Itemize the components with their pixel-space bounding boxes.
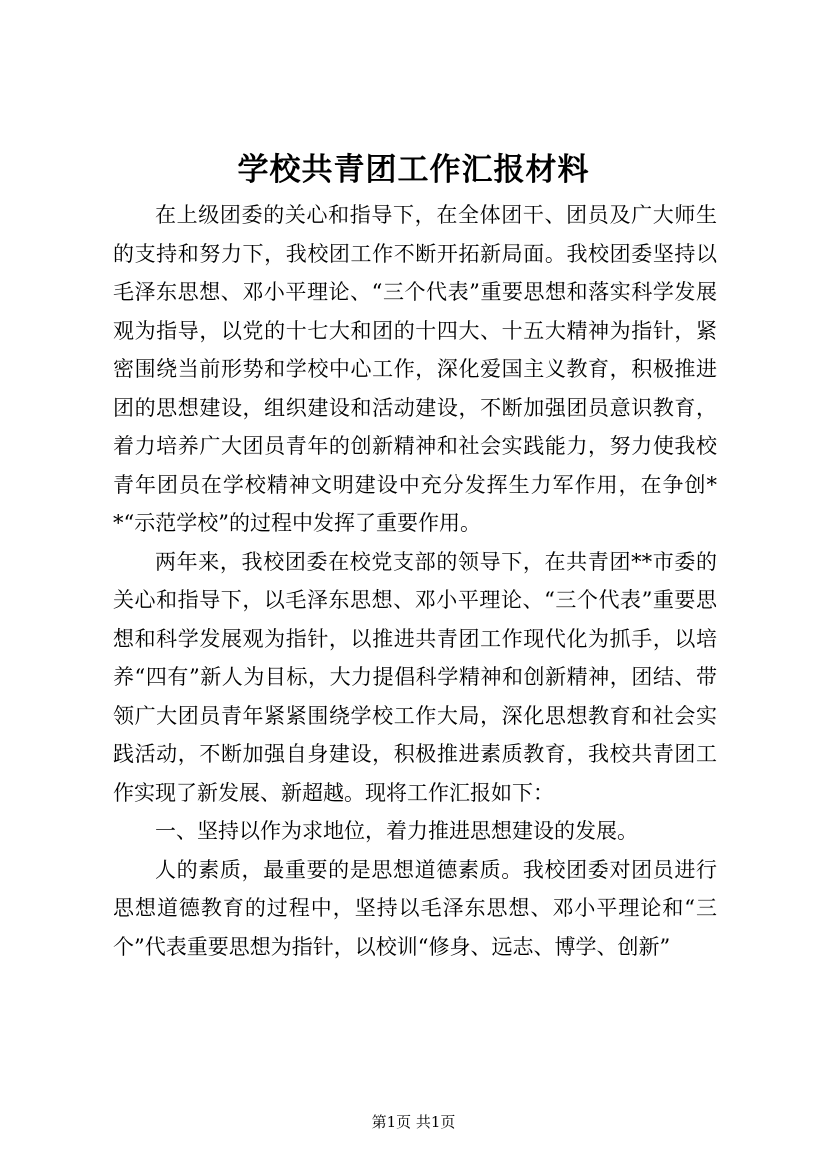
- paragraph-3: 人的素质，最重要的是思想道德素质。我校团委对团员进行思想道德教育的过程中，坚持以毛泽东思想、邓小平理论和“三个”代表重要思想为指针，以校训“修身、远志、博学、创新”: [113, 857, 717, 959]
- paragraph-1: 在上级团委的关心和指导下，在全体团干、团员及广大师生的支持和努力下，我校团工作不断开拓新局面。我校团委坚持以毛泽东思想、邓小平理论、“三个代表”重要思想和落实科学发展观为指导，以党的十七大和团的十四大、十五大精神为指针，紧密围绕当前形势和学校中心工作，深化爱国主义教育，积极推进团的思想建设，组织建设和活动建设，不断加强团员意识教育，着力培养广大团员青年的创新精神和社会实践能力，努力使我校青年团员在学校精神文明建设中充分发挥生力军作用，在争创**“示范学校”的过程中发挥了重要作用。: [113, 203, 717, 535]
- section-heading-1: 一、坚持以作为求地位，着力推进思想建设的发展。: [155, 819, 638, 843]
- page-footer: 第1页 共1页: [371, 1113, 456, 1131]
- document-body: [113, 196, 717, 966]
- paragraph-2: 两年来，我校团委在校党支部的领导下，在共青团**市委的关心和指导下，以毛泽东思想、邓小平理论、“三个代表”重要思想和科学发展观为指针，以推进共青团工作现代化为抓手，以培养“四有”新人为目标，大力提倡科学精神和创新精神，团结、带领广大团员青年紧紧围绕学校工作大局，深化思想教育和社会实践活动，不断加强自身建设，积极推进素质教育，我校共青团工作实现了新发展、新超越。现将工作汇报如下：: [113, 549, 717, 805]
- document-title: 学校共青团工作汇报材料: [237, 152, 590, 188]
